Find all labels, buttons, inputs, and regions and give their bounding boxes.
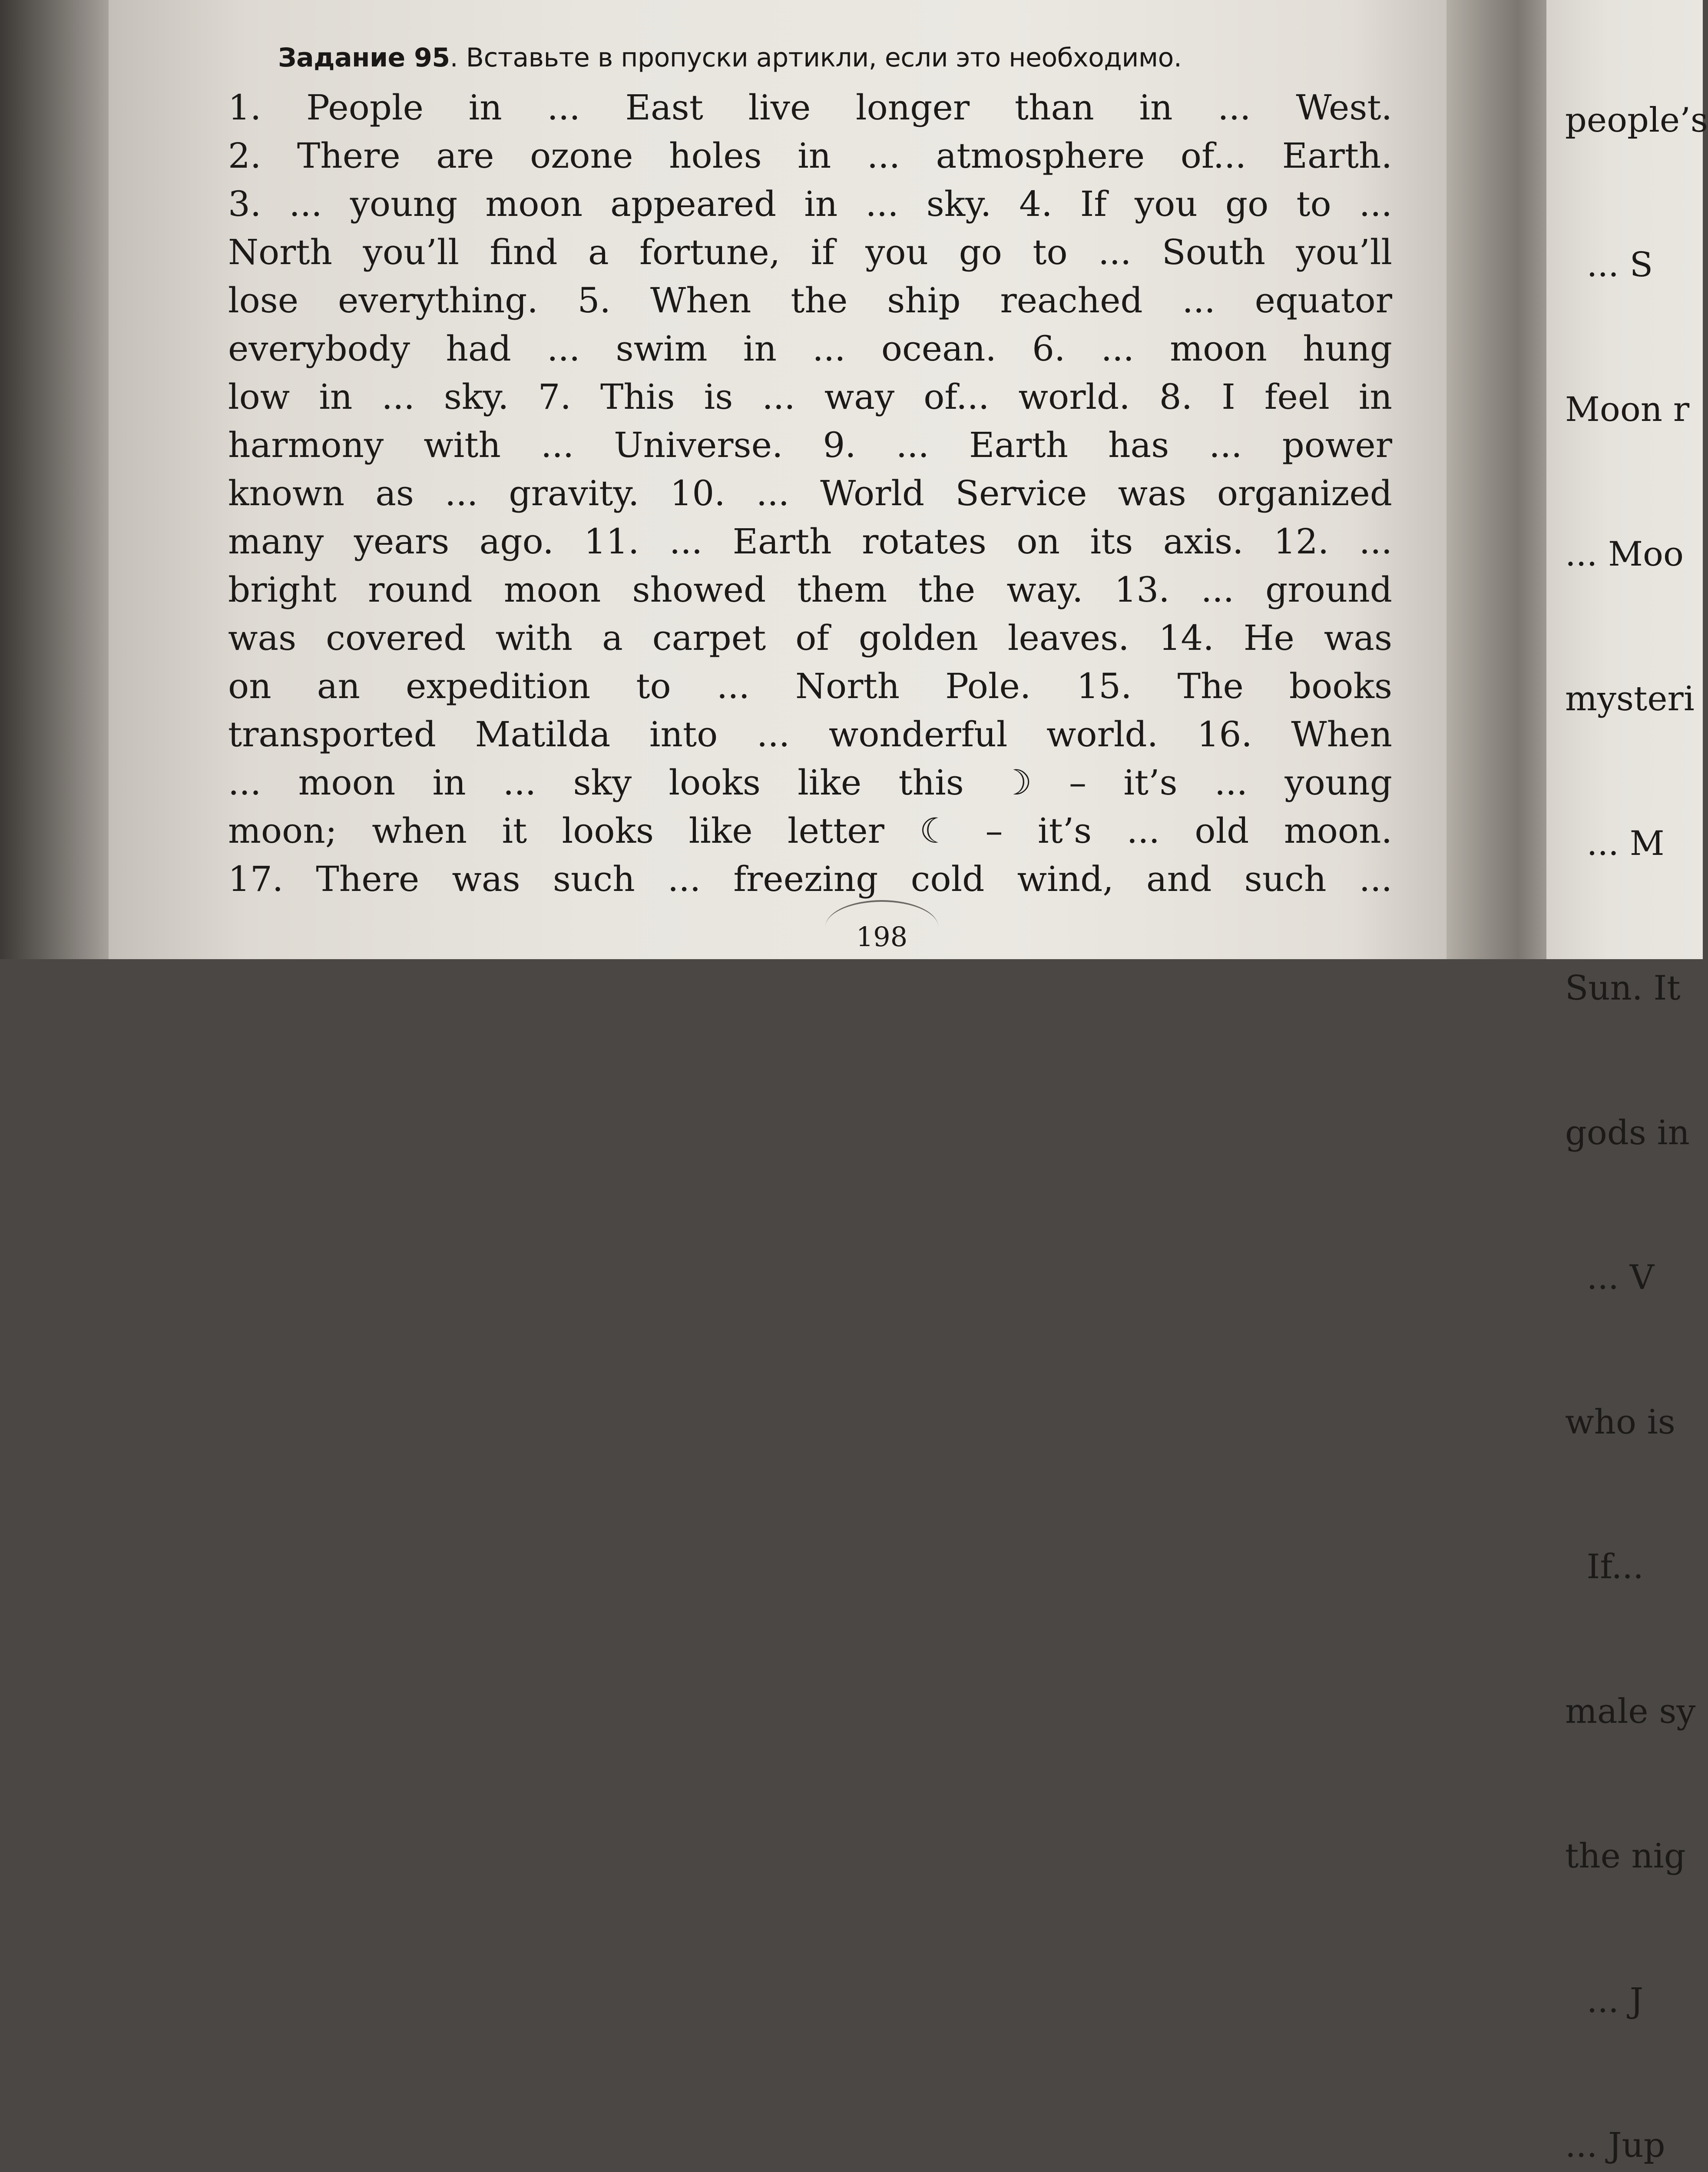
adjacent-line: ... J <box>1565 1981 1644 2020</box>
adjacent-page-text <box>1565 0 1708 2172</box>
text-line: North you’ll find a fortune, if you go to ... South you’ll <box>228 232 1392 272</box>
text-line: known as ... gravity. 10. ... World Service was organized <box>228 473 1392 513</box>
adjacent-line: If... <box>1565 1547 1644 1586</box>
text-line: 17. There was such ... freezing cold wind, and such ... <box>228 859 1392 899</box>
adjacent-line: male sy <box>1565 1692 1696 1731</box>
text-line: low in ... sky. 7. This is ... way of... world. 8. I feel in <box>228 377 1392 417</box>
text-line: ... moon in ... sky looks like this ☽ – it’s ... young <box>228 762 1392 803</box>
adjacent-line: Moon r <box>1565 390 1690 429</box>
exercise-number: Задание 95 <box>278 43 450 73</box>
text-line: transported Matilda into ... wonderful world. 16. When <box>228 714 1392 755</box>
adjacent-line: who is <box>1565 1403 1675 1442</box>
text-line: on an expedition to ... North Pole. 15. The books <box>228 666 1392 706</box>
exercise-instruction: . Вставьте в пропуски артикли, если это необходимо. <box>450 43 1182 73</box>
adjacent-line: gods in <box>1565 1113 1690 1152</box>
text-line: was covered with a carpet of golden leaves. 14. He was <box>228 618 1392 658</box>
page-number: 198 <box>856 921 908 953</box>
text-line: 3. ... young moon appeared in ... sky. 4. If you go to ... <box>228 184 1392 224</box>
adjacent-line: people’s <box>1565 101 1708 140</box>
adjacent-page <box>1546 0 1708 2165</box>
adjacent-line: ... Jup <box>1565 2126 1665 2165</box>
text-line: many years ago. 11. ... Earth rotates on its axis. 12. ... <box>228 521 1392 562</box>
text-line: everybody had ... swim in ... ocean. 6. ... moon hung <box>228 328 1392 369</box>
adjacent-line: ... V <box>1565 1258 1655 1297</box>
adjacent-line: ... M <box>1565 824 1665 863</box>
adjacent-line: ... S <box>1565 245 1653 285</box>
text-line: moon; when it looks like letter ☾ – it’s ... old moon. <box>228 811 1392 851</box>
adjacent-line: Sun. It <box>1565 969 1681 1008</box>
text-line: lose everything. 5. When the ship reached ... equator <box>228 280 1392 321</box>
text-line: bright round moon showed them the way. 13. ... ground <box>228 569 1392 610</box>
adjacent-line: mysteri <box>1565 679 1695 718</box>
text-line: harmony with ... Universe. 9. ... Earth has ... power <box>228 425 1392 465</box>
adjacent-line: the nig <box>1565 1837 1686 1876</box>
text-line: 2. There are ozone holes in ... atmosphere of... Earth. <box>228 136 1392 176</box>
adjacent-line: ... Moo <box>1565 535 1684 574</box>
exercise-text <box>228 83 1392 903</box>
exercise-heading <box>278 43 1399 73</box>
text-line: 1. People in ... East live longer than in ... West. <box>228 87 1392 128</box>
